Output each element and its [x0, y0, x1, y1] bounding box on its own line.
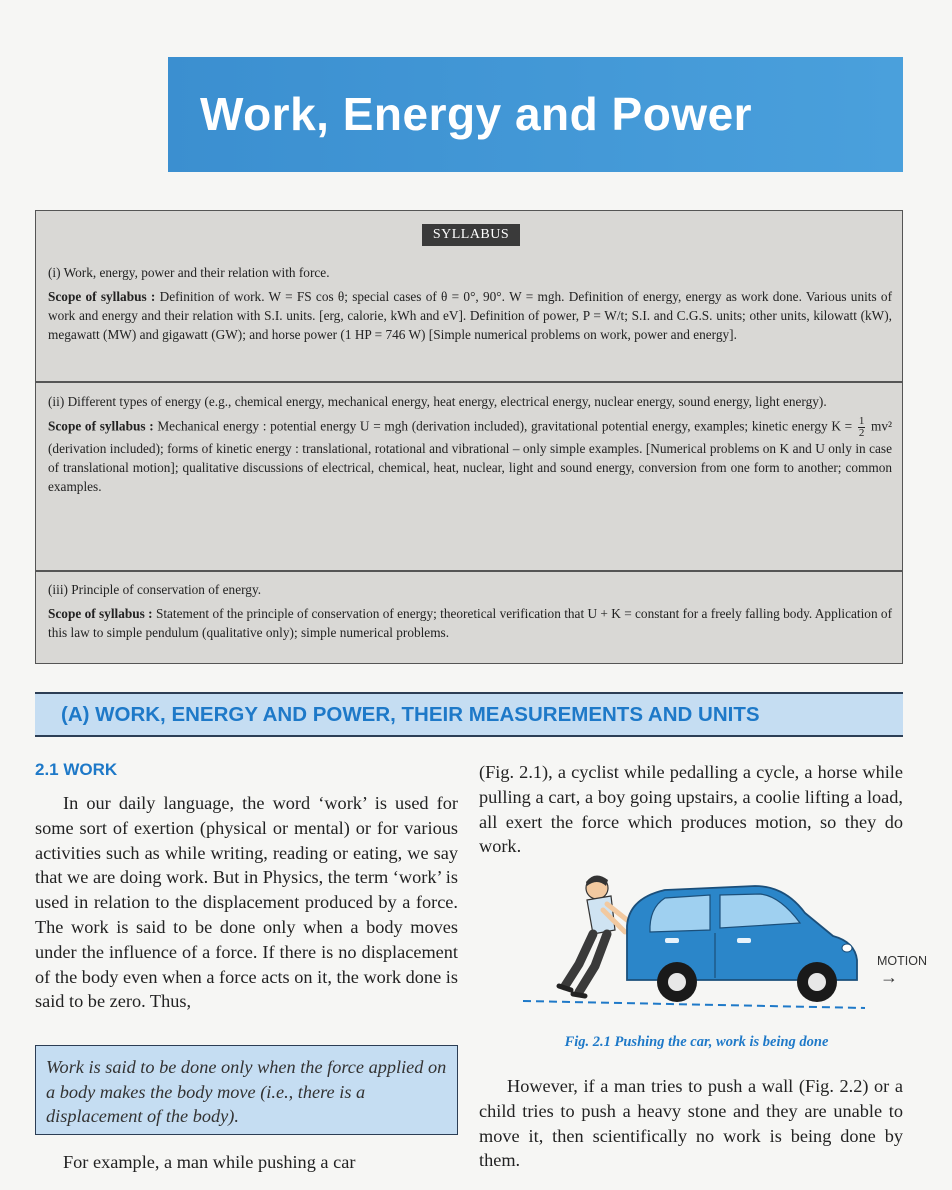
scope-text: Statement of the principle of conservation of energy; theoretical verification that U + K = constant for a freely falling body. Application of this law to simple pendulum (qualitative only); simple numerical problems. — [48, 606, 893, 640]
left-column-para-1 — [35, 791, 458, 1014]
syllabus-topic-2: (ii) Different types of energy (e.g., chemical energy, mechanical energy, heat energy, electrical energy, nuclear energy, sound energy, light energy). — [48, 394, 827, 409]
syllabus-scope-1 — [48, 287, 892, 344]
syllabus-section-1 — [48, 263, 892, 349]
scope-text: Definition of work. W = FS cos θ; special cases of θ = 0°, 90°. W = mgh. Definition of energy, energy as work done. Various units of work and energy and their relation with S.I. units. [erg, calorie, kWh and eV]. Definition of power, P = W/t; S.I. and C.G.S. units; other units, kilowatt (kW), megawatt (MW) and gigawatt (GW); and horse power (1 HP = 746 W) [Simple numerical problems on work, power and energy]. — [48, 289, 893, 342]
paragraph: For example, a man while pushing a car — [63, 1152, 356, 1172]
syllabus-badge: SYLLABUS — [422, 224, 520, 246]
figure-caption: Fig. 2.1 Pushing the car, work is being done — [564, 1034, 829, 1050]
motion-arrow-icon: → — [880, 967, 898, 987]
scope-text-b: mv² (derivation included); forms of kinetic energy : translational, rotational and vibrational – only simple examples. [Numerical problems on K and U only in case of translational motion]; qualitative discussions of electrical, chemical, heat, nuclear, light and sound energy, conversion from one form to another; common examples. — [48, 418, 893, 494]
paragraph: (Fig. 2.1), a cyclist while pedalling a cycle, a horse while pulling a cart, a boy going upstairs, a coolie lifting a load, all exert the force which produces motion, so they do work. — [479, 762, 903, 857]
syllabus-divider — [35, 570, 903, 572]
scope-label: Scope of syllabus : — [48, 418, 154, 434]
syllabus-divider — [35, 381, 903, 383]
scope-label: Scope of syllabus : — [48, 289, 156, 304]
fraction-numerator: 1 — [858, 415, 865, 427]
section-heading-bar — [35, 692, 903, 737]
chapter-title-band — [168, 57, 903, 172]
scope-label: Scope of syllabus : — [48, 606, 153, 621]
definition-box: Work is said to be done only when the force applied on a body makes the body move (i.e., there is a displacement of the body). — [35, 1045, 458, 1135]
left-column-para-2 — [35, 1150, 458, 1175]
paragraph: In our daily language, the word ‘work’ is used for some sort of exertion (physical or mental) or for various activities such as while writing, reading or eating, we say that we are doing work. But in Physics, the term ‘work’ is used in relation to the displacement produced by a force. The work is said to be done only when a body moves under the influence of a force. If there is no displacement of the body even when a force acts on it, the work done is said to be zero. Thus, — [35, 793, 458, 1012]
syllabus-scope-3 — [48, 604, 892, 642]
man-pushing-icon — [559, 875, 627, 996]
figure-pushing-car — [515, 868, 935, 1023]
syllabus-section-2 — [48, 392, 892, 501]
car-icon — [627, 886, 857, 1002]
fraction-half — [858, 416, 866, 439]
right-column-para-2 — [479, 1074, 903, 1173]
syllabus-section-3 — [48, 580, 892, 647]
ground-line — [523, 1001, 865, 1008]
motion-label: MOTION — [877, 954, 927, 968]
section-heading: (A) WORK, ENERGY AND POWER, THEIR MEASUREMENTS AND UNITS — [61, 703, 760, 726]
chapter-title: Work, Energy and Power — [200, 88, 753, 140]
fraction-denominator: 2 — [858, 427, 865, 439]
right-column-para-1 — [479, 760, 903, 859]
syllabus-scope-2 — [48, 416, 892, 496]
paragraph: However, if a man tries to push a wall (Fig. 2.2) or a child tries to push a heavy stone and they are unable to move it, then scientifically no work is being done by them. — [479, 1076, 903, 1171]
subsection-heading: 2.1 WORK — [35, 760, 118, 779]
syllabus-topic-3: (iii) Principle of conservation of energy. — [48, 582, 262, 597]
scope-text-a: Mechanical energy : potential energy U = mgh (derivation included), gravitational potential energy, examples; kinetic energy K = — [157, 418, 853, 434]
syllabus-topic-1: (i) Work, energy, power and their relation with force. — [48, 265, 330, 280]
